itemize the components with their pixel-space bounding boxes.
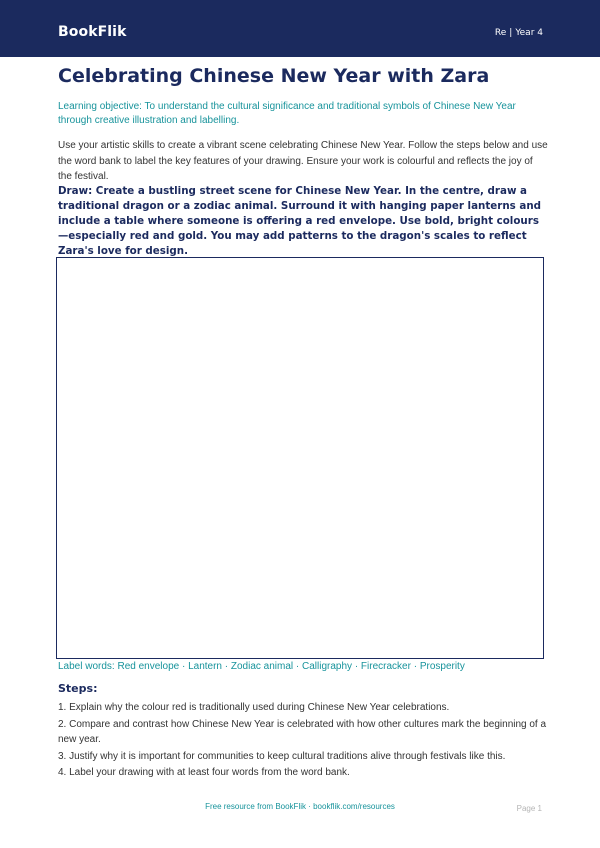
word-bank: Label words: Red envelope · Lantern · Zodiac animal · Calligraphy · Firecracker · Prosperity [58,661,465,672]
intro-paragraph: Use your artistic skills to create a vibrant scene celebrating Chinese New Year. Follow the steps below and use the word bank to label the key features of your drawing. Ensure your work is colourful and reflects the joy of the festival. [58,140,548,182]
step-item: 4. Label your drawing with at least four words from the word bank. [58,767,350,778]
worksheet-title: Celebrating Chinese New Year with Zara [58,65,490,87]
header-bar [0,0,600,57]
step-item: 2. Compare and contrast how Chinese New Year is celebrated with how other cultures mark the beginning of a new year. [58,718,547,745]
brand-logo[interactable]: BookFlik [58,24,127,40]
meta-separator: | [509,28,513,38]
draw-instruction: Draw: Create a bustling street scene for Chinese New Year. In the centre, draw a traditional dragon or a zodiac animal. Surround it with hanging paper lanterns and include a table where someone is offering a red envelope. Use bold, bright colours—especially red and gold. You may add patterns to the dragon's scales to reflect Zara's love for design. [58,185,542,257]
learning-objective: Learning objective: To understand the cultural significance and traditional symbols of Chinese New Year through creative illustration and labelling. [58,101,516,126]
steps-list [58,700,548,782]
page-number: Page 1 [516,804,542,813]
subject-year-label [495,27,543,39]
footer-credit[interactable]: Free resource from BookFlik · bookflik.com/resources [205,802,395,811]
steps-heading: Steps: [58,682,98,695]
drawing-area[interactable] [56,257,544,659]
subject-label: Re [494,28,507,38]
step-item: 3. Justify why it is important for communities to keep cultural traditions alive through festivals like this. [58,750,506,762]
step-item: 1. Explain why the colour red is traditionally used during Chinese New Year celebrations. [58,702,450,713]
year-label: Year 4 [515,28,543,38]
